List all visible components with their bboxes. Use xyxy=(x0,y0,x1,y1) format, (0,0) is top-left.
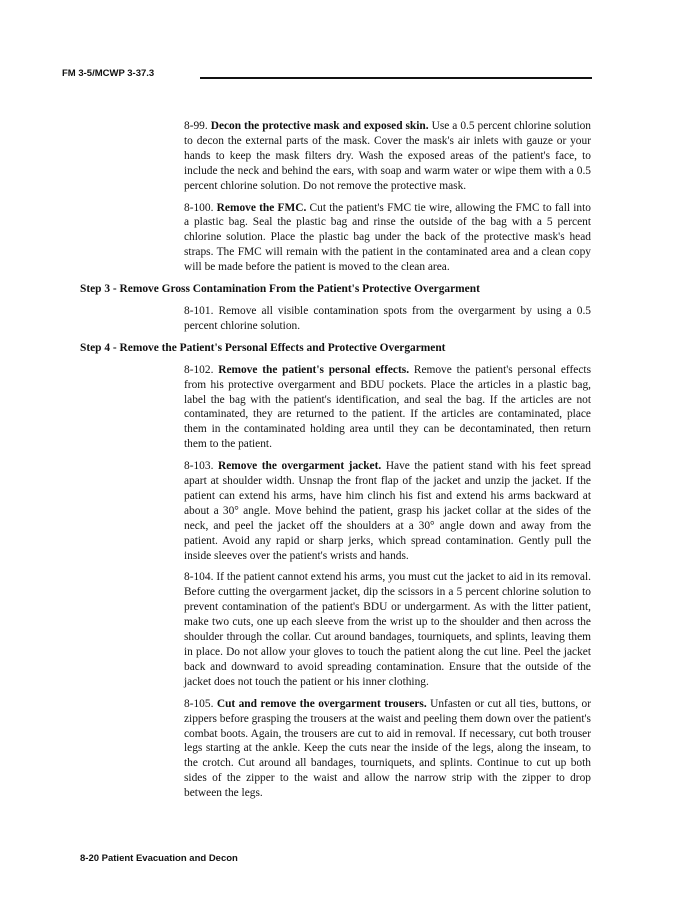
paragraph-8-99 xyxy=(184,119,591,194)
paragraph-body: Remove the patient's personal effects from his protective overgarment and BDU pockets. Place the articles in a plastic bag, label the bag with the patient's identification, and seal the bag. If the articles are not contaminated, they are returned to the patient. If the articles are contaminated, place them in the contaminated holding area until they can be decontaminated, then return them to the patient. xyxy=(184,363,591,451)
header-rule xyxy=(200,77,592,79)
paragraph-body: Use a 0.5 percent chlorine solution to decon the external parts of the mask. Cover the mask's air inlets with gauze or your hands to keep the mask filters dry. Wash the exposed areas of the patient's face, to include the neck and behind the ears, with soap and warm water or wipe them with a 0.5 percent chlorine solution. Do not remove the protective mask. xyxy=(184,120,592,192)
paragraph-8-105 xyxy=(184,697,591,801)
paragraph-8-104 xyxy=(184,570,591,689)
paragraph-number: 8-101. xyxy=(184,304,214,317)
paragraph-title: Remove the overgarment jacket. xyxy=(218,460,382,473)
paragraph-8-103 xyxy=(184,459,591,563)
paragraph-body: If the patient cannot extend his arms, you must cut the jacket to aid in its removal. Before cutting the overgarment jacket, dip the scissors in a 5 percent chlorine solution to prevent contamination of the patient's BDU or undergarment. As with the litter patient, make two cuts, one up each sleeve from the wrist up to the shoulder and then across the shoulder through the collar. Cut around bandages, tourniquets, and splints, leaving them in place. Do not allow your gloves to touch the patient along the cut line. Peel the jacket back and downward to avoid spreading contamination. Ensure that the outside of the jacket does not touch the patient or his inner clothing. xyxy=(184,571,591,688)
paragraph-number: 8-100. xyxy=(184,201,214,214)
step-3-heading: Step 3 - Remove Gross Contamination From the Patient's Protective Overgarment xyxy=(80,283,480,296)
page-body xyxy=(80,119,591,808)
paragraph-number: 8-102. xyxy=(184,363,214,376)
paragraph-body: Remove all visible contamination spots from the overgarment by using a 0.5 percent chlorine solution. xyxy=(184,304,591,332)
paragraph-body: Unfasten or cut all ties, buttons, or zippers before grasping the trousers at the waist and peeling them down over the patient's combat boots. Again, the trousers are cut to aid in removal. If necessary, cut both trouser legs starting at the ankle. Keep the cuts near the inside of the legs, along the inseam, to the crotch. Cut around all bandages, tourniquets, and splints. Continue to cut up both sides of the zipper to the waist and allow the narrow strip with the zipper to drop between the legs. xyxy=(184,697,591,800)
paragraph-title: Remove the patient's personal effects. xyxy=(218,363,410,376)
paragraph-8-101 xyxy=(184,304,591,334)
paragraph-body: Cut the patient's FMC tie wire, allowing the FMC to fall into a plastic bag. Seal the plastic bag and rinse the outside of the bag with a 5 percent chlorine solution. Place the plastic bag under the back of the protective mask's head straps. The FMC will remain with the patient in the contaminated area and a clean copy will be made before the patient is moved to the clean area. xyxy=(184,201,591,274)
running-header: FM 3-5/MCWP 3-37.3 xyxy=(62,68,155,79)
paragraph-number: 8-99. xyxy=(184,120,208,132)
paragraph-number: 8-103. xyxy=(184,460,214,473)
running-footer: 8-20 Patient Evacuation and Decon xyxy=(80,853,238,864)
paragraph-8-100 xyxy=(184,201,591,276)
paragraph-title: Cut and remove the overgarment trousers. xyxy=(216,697,427,710)
paragraph-8-102 xyxy=(184,363,591,452)
paragraph-number: 8-105. xyxy=(184,697,214,710)
paragraph-body: Have the patient stand with his feet spread apart at shoulder width. Unsnap the front flap of the jacket and unzip the jacket. If the patient can extend his arms, have him clinch his fist and extend his arms backward at about a 30° angle. Move behind the patient, grasp his jacket collar at the sides of the neck, and peel the jacket off the shoulders at a 30° angle down and away from the patient. Avoid any rapid or sharp jerks, which spread contamination. Gently pull the inside sleeves over the patient's wrists and hands. xyxy=(184,460,591,562)
paragraph-title: Remove the FMC. xyxy=(216,201,307,214)
paragraph-title: Decon the protective mask and exposed skin. xyxy=(210,120,429,132)
step-4-heading: Step 4 - Remove the Patient's Personal Effects and Protective Overgarment xyxy=(80,341,446,354)
paragraph-number: 8-104. xyxy=(184,571,214,584)
